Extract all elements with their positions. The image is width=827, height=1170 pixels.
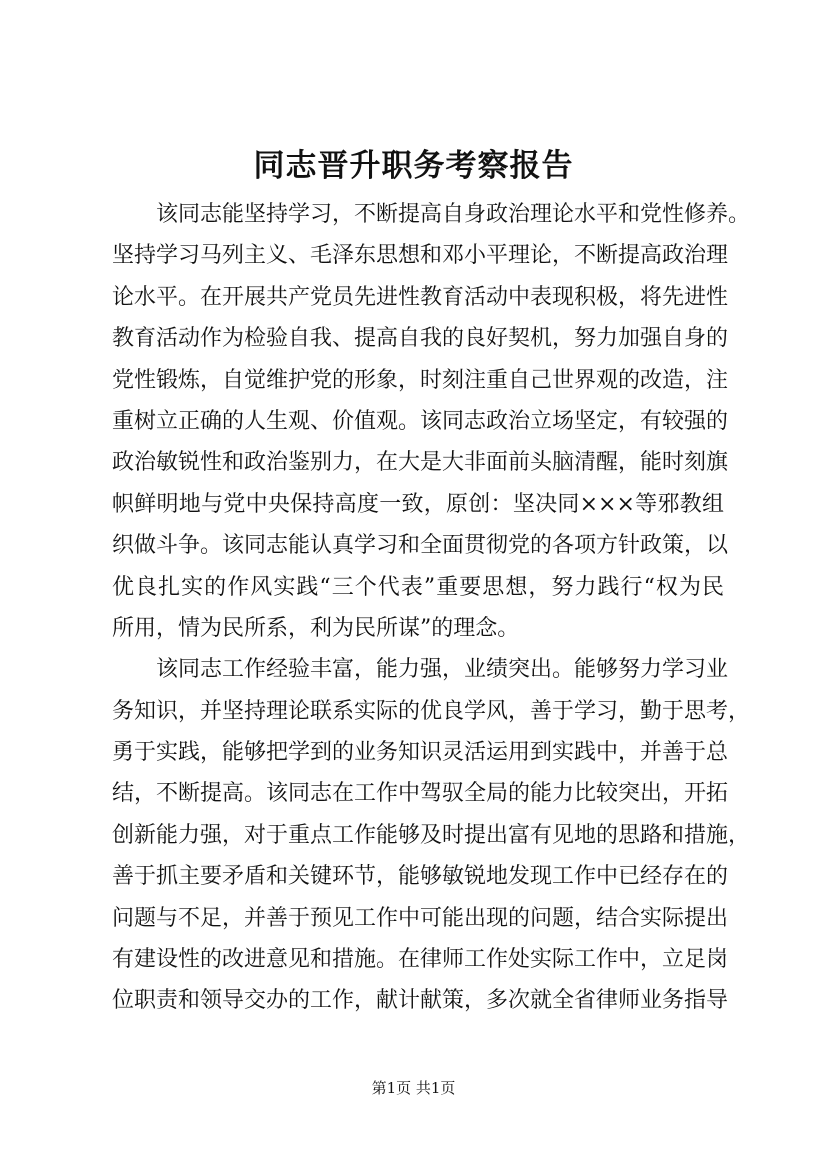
paragraph-2-line-4: 结，不断提高。该同志在工作中驾驭全局的能力比较突出，开拓 bbox=[112, 781, 729, 807]
paragraph-2-line-3: 勇于实践，能够把学到的业务知识灵活运用到实践中，并善于总 bbox=[112, 740, 729, 766]
paragraph-1-line-3: 论水平。在开展共产党员先进性教育活动中表现积极，将先进性 bbox=[112, 284, 729, 310]
page-number-footer: 第1页 共1页 bbox=[371, 1079, 456, 1097]
paragraph-2-line-2: 务知识，并坚持理论联系实际的优良学风，善于学习，勤于思考， bbox=[112, 698, 751, 724]
paragraph-2-line-1: 该同志工作经验丰富，能力强，业绩突出。能够努力学习业 bbox=[156, 657, 729, 683]
paragraph-1-line-2: 坚持学习马列主义、毛泽东思想和邓小平理论，不断提高政治理 bbox=[112, 243, 729, 269]
paragraph-1-line-11: 所用，情为民所系，利为民所谋”的理念。 bbox=[112, 615, 520, 641]
paragraph-1-line-1: 该同志能坚持学习，不断提高自身政治理论水平和党性修养。 bbox=[156, 202, 751, 227]
document-title: 同志晋升职务考察报告 bbox=[253, 148, 574, 184]
paragraph-2-line-5: 创新能力强，对于重点工作能够及时提出富有见地的思路和措施， bbox=[112, 822, 751, 848]
paragraph-1-line-10: 优良扎实的作风实践“三个代表”重要思想，努力践行“权为民 bbox=[112, 574, 724, 600]
paragraph-2-line-9: 位职责和领导交办的工作，献计献策，多次就全省律师业务指导 bbox=[112, 988, 729, 1014]
paragraph-1-line-7: 政治敏锐性和政治鉴别力，在大是大非面前头脑清醒，能时刻旗 bbox=[112, 450, 729, 476]
paragraph-2-line-7: 问题与不足，并善于预见工作中可能出现的问题，结合实际提出 bbox=[112, 905, 729, 931]
paragraph-2-line-6: 善于抓主要矛盾和关键环节，能够敏锐地发现工作中已经存在的 bbox=[112, 864, 729, 890]
paragraph-1-line-4: 教育活动作为检验自我、提高自我的良好契机，努力加强自身的 bbox=[112, 326, 729, 352]
paragraph-1-line-8: 帜鲜明地与党中央保持高度一致，原创：坚决同×××等邪教组 bbox=[112, 491, 724, 517]
paragraph-1-line-9: 织做斗争。该同志能认真学习和全面贯彻党的各项方针政策，以 bbox=[112, 533, 729, 559]
paragraph-1-line-6: 重树立正确的人生观、价值观。该同志政治立场坚定，有较强的 bbox=[112, 408, 729, 434]
paragraph-2-line-8: 有建设性的改进意见和措施。在律师工作处实际工作中，立足岗 bbox=[112, 947, 729, 973]
paragraph-1-line-5: 党性锻炼，自觉维护党的形象，时刻注重自己世界观的改造，注 bbox=[112, 367, 729, 393]
document-body bbox=[112, 194, 751, 1022]
